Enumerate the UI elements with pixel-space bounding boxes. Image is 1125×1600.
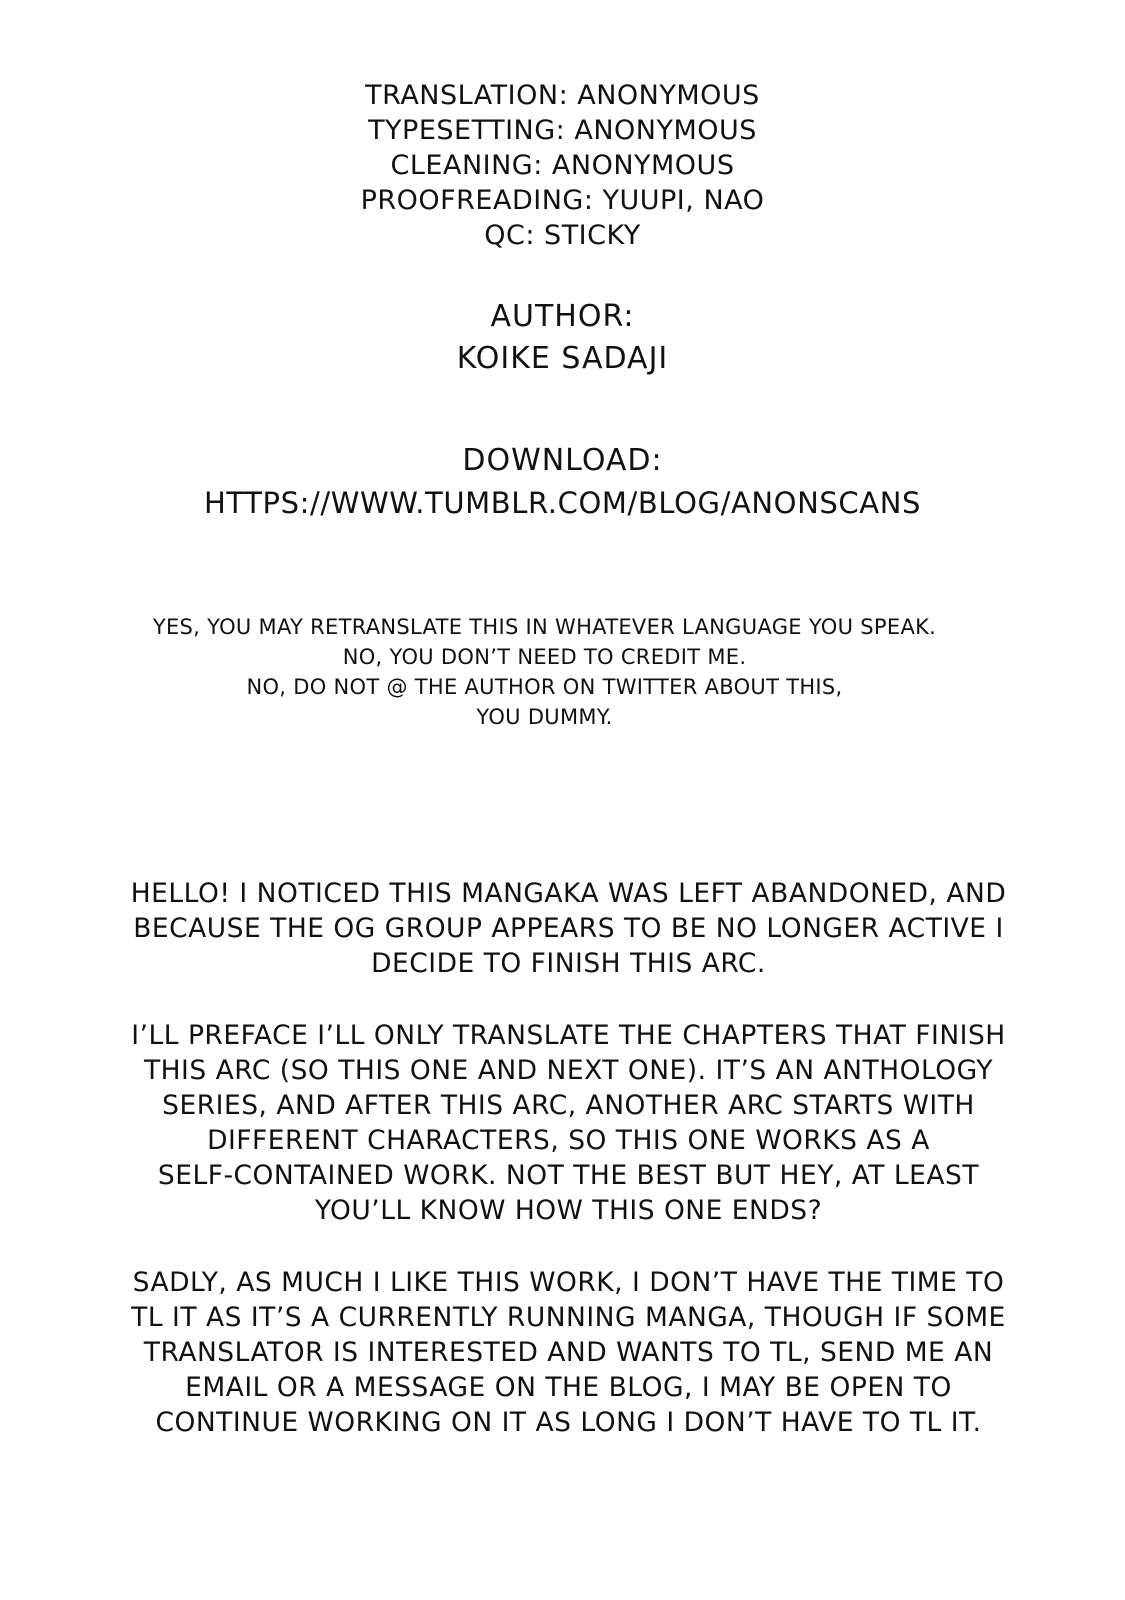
notice-line: YES, YOU MAY RETRANSLATE THIS IN WHATEVER LANGUAGE YOU SPEAK. [152, 615, 937, 639]
notice-line: NO, DO NOT @ THE AUTHOR ON TWITTER ABOUT THIS, [246, 675, 843, 699]
paragraph-line: EMAIL OR A MESSAGE ON THE BLOG, I MAY BE OPEN TO [185, 1372, 952, 1403]
paragraph-line: SERIES, AND AFTER THIS ARC, ANOTHER ARC STARTS WITH [162, 1090, 975, 1121]
author-name: KOIKE SADAJI [456, 341, 669, 376]
notice-line: YOU DUMMY. [476, 705, 613, 729]
paragraph-line: THIS ARC (SO THIS ONE AND NEXT ONE). IT’S AN ANTHOLOGY [143, 1055, 994, 1086]
download-section [0, 440, 1125, 524]
paragraph-line: TL IT AS IT’S A CURRENTLY RUNNING MANGA, THOUGH IF SOME [131, 1302, 1006, 1333]
paragraph-line: I’LL PREFACE I’LL ONLY TRANSLATE THE CHAPTERS THAT FINISH [131, 1020, 1006, 1051]
credits-list [0, 78, 1125, 253]
paragraph-line: SELF-CONTAINED WORK. NOT THE BEST BUT HEY, AT LEAST [157, 1160, 980, 1191]
notice-line: NO, YOU DON’T NEED TO CREDIT ME. [342, 645, 747, 669]
download-label: DOWNLOAD: [462, 443, 663, 478]
paragraph-line: BECAUSE THE OG GROUP APPEARS TO BE NO LONGER ACTIVE I [133, 913, 1004, 944]
paragraph-line: TRANSLATOR IS INTERESTED AND WANTS TO TL, SEND ME AN [143, 1337, 994, 1368]
credit-translation: TRANSLATION: ANONYMOUS [365, 80, 760, 111]
preface-paragraph [6, 1018, 1125, 1228]
closing-paragraph [6, 1265, 1125, 1440]
paragraph-line: CONTINUE WORKING ON IT AS LONG I DON’T HAVE TO TL IT. [155, 1407, 982, 1438]
download-url[interactable]: HTTPS://WWW.TUMBLR.COM/BLOG/ANONSCANS [204, 486, 921, 520]
retranslation-notice [0, 612, 1107, 732]
paragraph-line: DIFFERENT CHARACTERS, SO THIS ONE WORKS AS A [207, 1125, 930, 1156]
paragraph-line: YOU’LL KNOW HOW THIS ONE ENDS? [314, 1195, 823, 1226]
author-section [0, 296, 1125, 380]
paragraph-line: HELLO! I NOTICED THIS MANGAKA WAS LEFT ABANDONED, AND [130, 878, 1007, 909]
credit-typesetting: TYPESETTING: ANONYMOUS [368, 115, 757, 146]
paragraph-line: SADLY, AS MUCH I LIKE THIS WORK, I DON’T HAVE THE TIME TO [132, 1267, 1005, 1298]
paragraph-line: DECIDE TO FINISH THIS ARC. [371, 948, 766, 979]
credit-cleaning: CLEANING: ANONYMOUS [390, 150, 735, 181]
credit-proofreading: PROOFREADING: YUUPI, NAO [360, 185, 765, 216]
credit-qc: QC: STICKY [484, 220, 641, 251]
author-label: AUTHOR: [490, 299, 635, 334]
intro-paragraph [6, 876, 1125, 981]
